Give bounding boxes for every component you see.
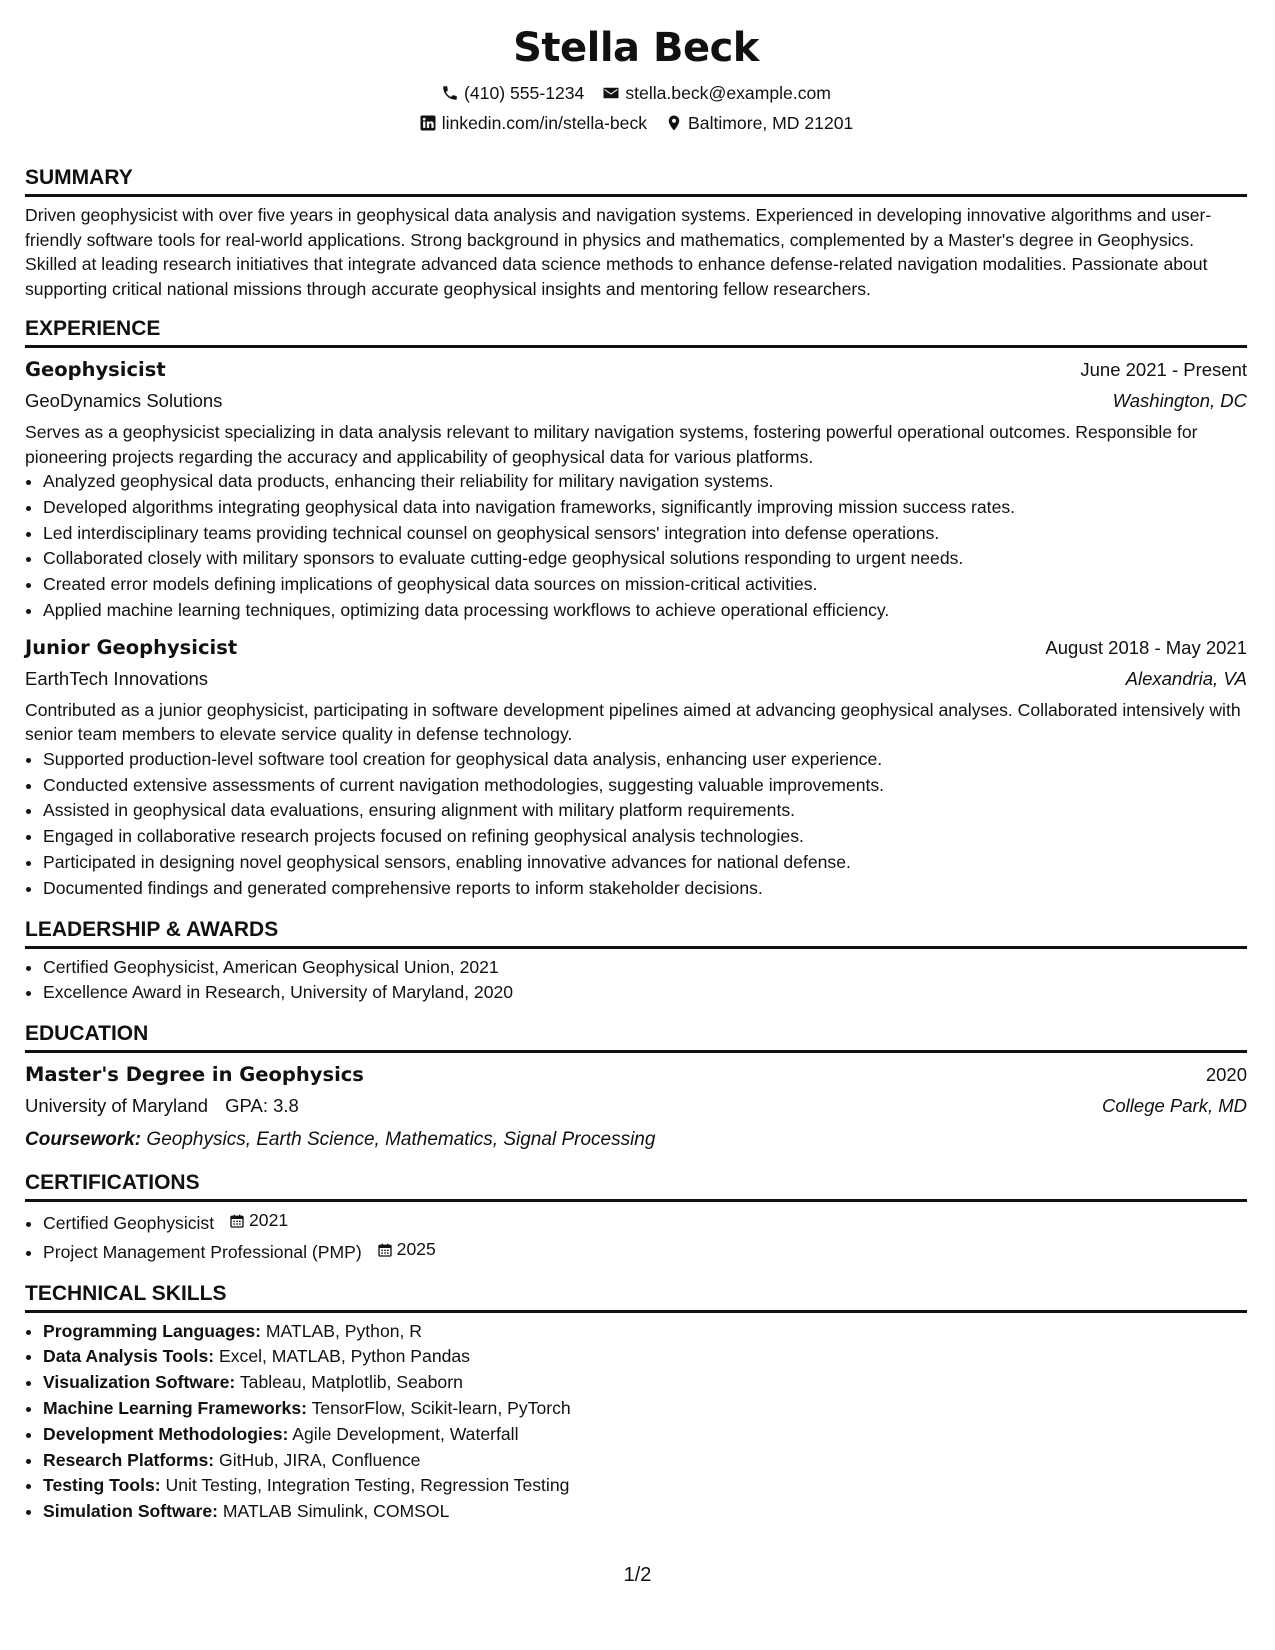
leadership-list bbox=[25, 955, 1247, 1007]
job-bullets bbox=[25, 747, 1247, 902]
page-number: 1/2 bbox=[623, 1564, 652, 1586]
job-bullets bbox=[25, 469, 1247, 624]
skill-label: Programming Languages: bbox=[43, 1320, 261, 1341]
cert-year: 2021 bbox=[249, 1210, 289, 1231]
skill-value: Tableau, Matplotlib, Seaborn bbox=[239, 1372, 463, 1393]
section-title: LEADERSHIP & AWARDS bbox=[25, 916, 1247, 949]
skill-value: MATLAB Simulink, COMSOL bbox=[222, 1501, 450, 1522]
skill-label: Research Platforms: bbox=[43, 1449, 215, 1470]
coursework-list: Geophysics, Earth Science, Mathematics, Signal Processing bbox=[146, 1129, 656, 1151]
location-contact bbox=[665, 108, 853, 138]
linkedin-contact[interactable] bbox=[419, 108, 647, 138]
certifications-section bbox=[25, 1169, 1247, 1265]
skill-label: Simulation Software: bbox=[43, 1501, 218, 1522]
education-header bbox=[25, 1059, 1247, 1090]
job-description: Serves as a geophysicist specializing in data analysis relevant to military navigation systems, fostering powerful operational outcomes. Responsible for pioneering projects regarding the accuracy and applicability of geophysical data for various platforms. bbox=[25, 422, 1198, 467]
job-subheader bbox=[25, 663, 1247, 694]
cert-date bbox=[377, 1237, 436, 1263]
list-item: • Led interdisciplinary teams providing technical counsel on geophysical sensors' integration into defense operations. bbox=[43, 521, 1247, 547]
education-section bbox=[25, 1020, 1247, 1155]
list-item: • Analyzed geophysical data products, enhancing their reliability for military navigation systems. bbox=[43, 469, 1247, 495]
map-pin-icon bbox=[665, 114, 683, 132]
skill-item bbox=[43, 1319, 1247, 1345]
skill-value: Unit Testing, Integration Testing, Regression Testing bbox=[165, 1475, 570, 1496]
phone-contact bbox=[441, 78, 584, 108]
list-item: • Assisted in geophysical data evaluations, ensuring alignment with military platform requirements. bbox=[43, 798, 1247, 824]
coursework bbox=[25, 1125, 1247, 1155]
contact-row-1 bbox=[25, 78, 1247, 108]
job-description: Contributed as a junior geophysicist, participating in software development pipelines aimed at advancing geophysical analyses. Collaborated intensively with senior team members to elevate service quality in defense technology. bbox=[25, 699, 1241, 745]
skill-value: Agile Development, Waterfall bbox=[292, 1423, 519, 1444]
cert-year: 2025 bbox=[396, 1238, 436, 1259]
list-item: • Participated in designing novel geophysical sensors, enabling innovative advances for national defense. bbox=[43, 850, 1247, 876]
job-title: Geophysicist bbox=[25, 358, 166, 381]
skill-item bbox=[43, 1422, 1247, 1448]
section-title: EXPERIENCE bbox=[25, 315, 1247, 348]
skill-item bbox=[43, 1344, 1247, 1370]
degree-title: Master's Degree in Geophysics bbox=[25, 1063, 364, 1087]
job-company: EarthTech Innovations bbox=[25, 667, 209, 689]
skill-item bbox=[43, 1473, 1247, 1499]
cert-name: Certified Geophysicist bbox=[43, 1213, 215, 1234]
certifications-list bbox=[25, 1208, 1247, 1265]
summary-text: Driven geophysicist with over five years in geophysical data analysis and navigation systems. Experienced in developing innovative algorithms and user-friendly software tools for real-world applications. Strong background in physics and mathematics, complemented by a Master's degree in Geophysics. Skilled at leading research initiatives that integrate advanced data science methods to enhance defense-related navigation modalities. Passionate about supporting critical national missions through accurate geophysical insights and mentoring fellow researchers. bbox=[25, 205, 1212, 299]
school-location: College Park, MD bbox=[1102, 1095, 1247, 1117]
section-title: SUMMARY bbox=[25, 164, 1247, 197]
skill-item bbox=[43, 1370, 1247, 1396]
location-text: Baltimore, MD 21201 bbox=[688, 113, 854, 133]
list-item bbox=[43, 1237, 1247, 1266]
contact-row-2 bbox=[25, 108, 1247, 138]
email-contact[interactable] bbox=[602, 78, 831, 108]
email-text[interactable]: stella.beck@example.com bbox=[625, 83, 831, 103]
list-item: • Excellence Award in Research, University of Maryland, 2020 bbox=[43, 980, 1247, 1006]
gpa: GPA: 3.8 bbox=[225, 1095, 299, 1117]
coursework-label: Coursework: bbox=[25, 1129, 142, 1151]
summary-section bbox=[25, 164, 1247, 301]
skill-value: MATLAB, Python, R bbox=[265, 1320, 423, 1341]
school-info bbox=[25, 1090, 299, 1121]
skill-label: Machine Learning Frameworks: bbox=[43, 1397, 307, 1418]
skills-section bbox=[25, 1280, 1247, 1525]
skills-list bbox=[25, 1319, 1247, 1525]
section-title: EDUCATION bbox=[25, 1020, 1247, 1053]
list-item: • Documented findings and generated comprehensive reports to inform stakeholder decisions. bbox=[43, 876, 1247, 902]
skill-item bbox=[43, 1499, 1247, 1525]
skill-item bbox=[43, 1396, 1247, 1422]
graduation-year: 2020 bbox=[1205, 1064, 1247, 1086]
job-location: Washington, DC bbox=[1112, 390, 1247, 411]
skill-label: Data Analysis Tools: bbox=[43, 1346, 215, 1367]
job-dates: June 2021 - Present bbox=[1080, 359, 1247, 380]
calendar-icon bbox=[229, 1213, 245, 1229]
list-item: • Certified Geophysicist, American Geophysical Union, 2021 bbox=[43, 955, 1247, 981]
list-item bbox=[43, 1208, 1247, 1237]
experience-section bbox=[25, 315, 1247, 902]
cert-name: Project Management Professional (PMP) bbox=[43, 1241, 362, 1262]
list-item: • Developed algorithms integrating geophysical data into navigation frameworks, significantly improving mission success rates. bbox=[43, 495, 1247, 521]
job-dates: August 2018 - May 2021 bbox=[1045, 636, 1247, 658]
job-location: Alexandria, VA bbox=[1125, 667, 1247, 689]
cert-date bbox=[229, 1208, 288, 1234]
linkedin-text[interactable]: linkedin.com/in/stella-beck bbox=[441, 113, 648, 133]
skill-label: Development Methodologies: bbox=[43, 1423, 289, 1444]
skill-item bbox=[43, 1448, 1247, 1474]
list-item: • Supported production-level software tool creation for geophysical data analysis, enhancing user experience. bbox=[43, 747, 1247, 773]
job-entry bbox=[25, 354, 1247, 624]
list-item: • Collaborated closely with military sponsors to evaluate cutting-edge geophysical solutions responding to urgent needs. bbox=[43, 546, 1247, 572]
job-subheader bbox=[25, 385, 1247, 416]
list-item: • Applied machine learning techniques, optimizing data processing workflows to achieve operational efficiency. bbox=[43, 598, 1247, 624]
list-item: • Created error models defining implications of geophysical data sources on mission-critical activities. bbox=[43, 572, 1247, 598]
job-header bbox=[25, 632, 1247, 663]
job-header bbox=[25, 354, 1247, 385]
linkedin-icon bbox=[419, 114, 437, 132]
skill-label: Testing Tools: bbox=[43, 1475, 161, 1496]
candidate-name: Stella Beck bbox=[513, 25, 759, 71]
envelope-icon bbox=[602, 84, 620, 102]
phone-icon bbox=[441, 84, 459, 102]
school-name: University of Maryland bbox=[25, 1095, 209, 1117]
job-entry bbox=[25, 632, 1247, 902]
skill-value: TensorFlow, Scikit-learn, PyTorch bbox=[311, 1397, 571, 1418]
section-title: TECHNICAL SKILLS bbox=[25, 1280, 1247, 1313]
skill-value: GitHub, JIRA, Confluence bbox=[219, 1449, 421, 1470]
leadership-section bbox=[25, 916, 1247, 1007]
education-subheader bbox=[25, 1090, 1247, 1121]
phone-text: (410) 555-1234 bbox=[464, 83, 585, 103]
resume-page bbox=[25, 18, 1247, 1525]
section-title: CERTIFICATIONS bbox=[25, 1169, 1247, 1202]
list-item: • Conducted extensive assessments of current navigation methodologies, suggesting valuable improvements. bbox=[43, 773, 1247, 799]
skill-value: Excel, MATLAB, Python Pandas bbox=[218, 1346, 470, 1367]
list-item: • Engaged in collaborative research projects focused on refining geophysical analysis technologies. bbox=[43, 824, 1247, 850]
calendar-icon bbox=[377, 1242, 393, 1258]
job-company: GeoDynamics Solutions bbox=[25, 390, 223, 411]
skill-label: Visualization Software: bbox=[43, 1372, 236, 1393]
job-title: Junior Geophysicist bbox=[25, 635, 238, 659]
